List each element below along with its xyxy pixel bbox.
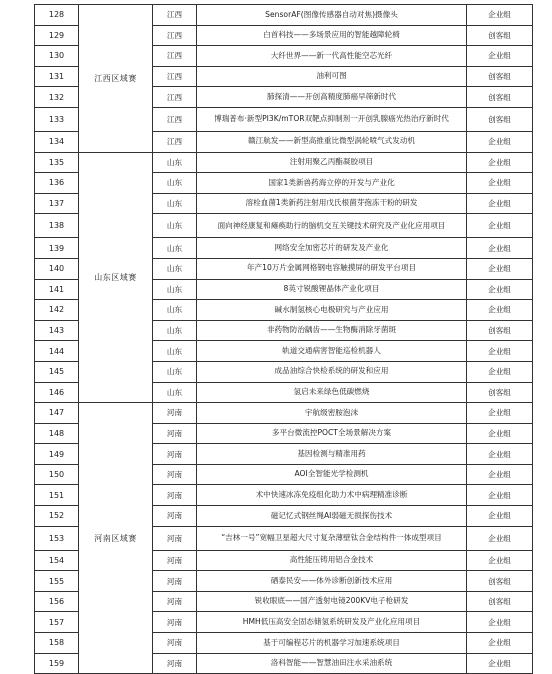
row-number: 142: [35, 300, 79, 321]
row-number: 153: [35, 526, 79, 550]
project-name-cell: 溶栓血菌1类新药注射用戊氏根菌芽孢冻干粉的研发: [197, 193, 467, 214]
row-number: 137: [35, 193, 79, 214]
province-cell: 江西: [153, 25, 197, 46]
province-cell: 山东: [153, 279, 197, 300]
project-name-cell: AOI全智能光学检测机: [197, 464, 467, 485]
province-cell: 山东: [153, 173, 197, 194]
province-cell: 河南: [153, 612, 197, 633]
group-cell: 创客组: [467, 571, 533, 592]
row-number: 151: [35, 485, 79, 506]
province-cell: 山东: [153, 300, 197, 321]
project-name-cell: HMH低压高安全固态储氢系统研发及产业化应用项目: [197, 612, 467, 633]
project-name-cell: 碱水制氢核心电极研究与产业应用: [197, 300, 467, 321]
province-cell: 山东: [153, 361, 197, 382]
project-name-cell: 基于可编程芯片的机器学习加速系统项目: [197, 633, 467, 654]
province-cell: 河南: [153, 403, 197, 424]
project-name-cell: 非药物防治龋齿——生物酶消除牙菌斑: [197, 320, 467, 341]
project-name-cell: 年产10万片金属网格钢电容触摸屏的研发平台项目: [197, 258, 467, 279]
row-number: 150: [35, 464, 79, 485]
group-cell: 企业组: [467, 423, 533, 444]
project-name-cell: SensorAF(图像传感器自动对焦)摄像头: [197, 5, 467, 26]
group-cell: 企业组: [467, 526, 533, 550]
project-name-cell: 注射用聚乙丙酯凝胶项目: [197, 152, 467, 173]
group-cell: 企业组: [467, 258, 533, 279]
group-cell: 创客组: [467, 320, 533, 341]
row-number: 128: [35, 5, 79, 26]
row-number: 131: [35, 66, 79, 87]
province-cell: 江西: [153, 107, 197, 131]
project-name-cell: 高性能压铸用铝合金技术: [197, 550, 467, 571]
group-cell: 企业组: [467, 300, 533, 321]
row-number: 132: [35, 87, 79, 108]
table-row: [35, 152, 533, 173]
group-cell: 企业组: [467, 653, 533, 674]
row-number: 139: [35, 238, 79, 259]
group-cell: 企业组: [467, 464, 533, 485]
project-name-cell: 国家1类新兽药海立停的开发与产业化: [197, 173, 467, 194]
row-number: 152: [35, 506, 79, 527]
row-number: 158: [35, 633, 79, 654]
province-cell: 河南: [153, 444, 197, 465]
project-name-cell: 油利可图: [197, 66, 467, 87]
row-number: 130: [35, 46, 79, 67]
province-cell: 江西: [153, 131, 197, 152]
province-cell: 山东: [153, 382, 197, 403]
group-cell: 企业组: [467, 46, 533, 67]
group-cell: 企业组: [467, 612, 533, 633]
group-cell: 企业组: [467, 341, 533, 362]
row-number: 149: [35, 444, 79, 465]
province-cell: 河南: [153, 423, 197, 444]
region-cell: 江西区域赛: [79, 5, 153, 153]
project-name-cell: 8英寸锐酸锂晶体产业化项目: [197, 279, 467, 300]
group-cell: 创客组: [467, 25, 533, 46]
group-cell: 企业组: [467, 361, 533, 382]
row-number: 157: [35, 612, 79, 633]
row-number: 129: [35, 25, 79, 46]
table-row: [35, 403, 533, 424]
province-cell: 山东: [153, 238, 197, 259]
row-number: 134: [35, 131, 79, 152]
project-name-cell: 面向神经康复和瘫痪助行的脑机交互关键技术研究及产业化应用项目: [197, 214, 467, 238]
group-cell: 创客组: [467, 107, 533, 131]
group-cell: 创客组: [467, 382, 533, 403]
project-name-cell: 术中快速冰冻免疫组化助力术中病理精准诊断: [197, 485, 467, 506]
province-cell: 河南: [153, 633, 197, 654]
row-number: 156: [35, 591, 79, 612]
group-cell: 企业组: [467, 214, 533, 238]
province-cell: 河南: [153, 571, 197, 592]
province-cell: 河南: [153, 591, 197, 612]
row-number: 144: [35, 341, 79, 362]
group-cell: 创客组: [467, 66, 533, 87]
row-number: 138: [35, 214, 79, 238]
region-cell: 山东区域赛: [79, 152, 153, 403]
project-name-cell: 大纤世界——新一代高性能空芯光纤: [197, 46, 467, 67]
project-name-cell: 硒泰民安——体外诊断创新技术应用: [197, 571, 467, 592]
project-name-cell: 轨道交通病害智能巡检机器人: [197, 341, 467, 362]
group-cell: 企业组: [467, 403, 533, 424]
project-name-cell: 基因检测与精准用药: [197, 444, 467, 465]
project-name-cell: 博瑞普布·新型PI3K/mTOR双靶点抑制剂一开创乳腺癌光热治疗新时代: [197, 107, 467, 131]
region-cell: 河南区域赛: [79, 403, 153, 674]
province-cell: 河南: [153, 526, 197, 550]
group-cell: 企业组: [467, 173, 533, 194]
row-number: 146: [35, 382, 79, 403]
province-cell: 江西: [153, 5, 197, 26]
project-name-cell: 氢启未来绿色低碳燃烧: [197, 382, 467, 403]
province-cell: 河南: [153, 550, 197, 571]
project-name-cell: “吉林一号”宽幅卫星超大尺寸复杂薄壁钛合金结构件一体成型项目: [197, 526, 467, 550]
project-list-table: [34, 4, 533, 674]
province-cell: 河南: [153, 506, 197, 527]
province-cell: 江西: [153, 66, 197, 87]
row-number: 154: [35, 550, 79, 571]
project-name-cell: 白首科技——多场景应用的智能越障轮椅: [197, 25, 467, 46]
row-number: 135: [35, 152, 79, 173]
group-cell: 企业组: [467, 238, 533, 259]
row-number: 147: [35, 403, 79, 424]
province-cell: 河南: [153, 653, 197, 674]
group-cell: 企业组: [467, 5, 533, 26]
row-number: 141: [35, 279, 79, 300]
group-cell: 企业组: [467, 279, 533, 300]
province-cell: 山东: [153, 341, 197, 362]
row-number: 143: [35, 320, 79, 341]
group-cell: 企业组: [467, 633, 533, 654]
project-name-cell: 洛科智能——智慧油田注水采油系统: [197, 653, 467, 674]
row-number: 145: [35, 361, 79, 382]
row-number: 133: [35, 107, 79, 131]
group-cell: 企业组: [467, 485, 533, 506]
row-number: 136: [35, 173, 79, 194]
project-name-cell: 磁记忆式钢丝绳AI弱磁无损探伤技术: [197, 506, 467, 527]
group-cell: 企业组: [467, 550, 533, 571]
group-cell: 创客组: [467, 87, 533, 108]
row-number: 155: [35, 571, 79, 592]
group-cell: 企业组: [467, 193, 533, 214]
province-cell: 山东: [153, 193, 197, 214]
province-cell: 江西: [153, 46, 197, 67]
province-cell: 江西: [153, 87, 197, 108]
competition-table-page: [34, 4, 533, 674]
province-cell: 山东: [153, 214, 197, 238]
group-cell: 企业组: [467, 152, 533, 173]
project-name-cell: 赣江航发——新型高推重比微型涡轮喷气式发动机: [197, 131, 467, 152]
project-name-cell: 多平台微流控POCT全场景解决方案: [197, 423, 467, 444]
row-number: 148: [35, 423, 79, 444]
province-cell: 山东: [153, 258, 197, 279]
province-cell: 河南: [153, 485, 197, 506]
project-name-cell: 肺探清——开创高精度肺癌早筛新时代: [197, 87, 467, 108]
group-cell: 企业组: [467, 131, 533, 152]
province-cell: 山东: [153, 320, 197, 341]
project-name-cell: 成品油综合快检系统的研发和应用: [197, 361, 467, 382]
row-number: 159: [35, 653, 79, 674]
province-cell: 山东: [153, 152, 197, 173]
group-cell: 企业组: [467, 444, 533, 465]
row-number: 140: [35, 258, 79, 279]
province-cell: 河南: [153, 464, 197, 485]
table-row: [35, 5, 533, 26]
project-name-cell: 宇航级密胺泡沫: [197, 403, 467, 424]
group-cell: 企业组: [467, 506, 533, 527]
project-name-cell: 网络安全加密芯片的研发及产业化: [197, 238, 467, 259]
project-name-cell: 锐收眼底——国产透射电镜200KV电子枪研发: [197, 591, 467, 612]
group-cell: 创客组: [467, 591, 533, 612]
